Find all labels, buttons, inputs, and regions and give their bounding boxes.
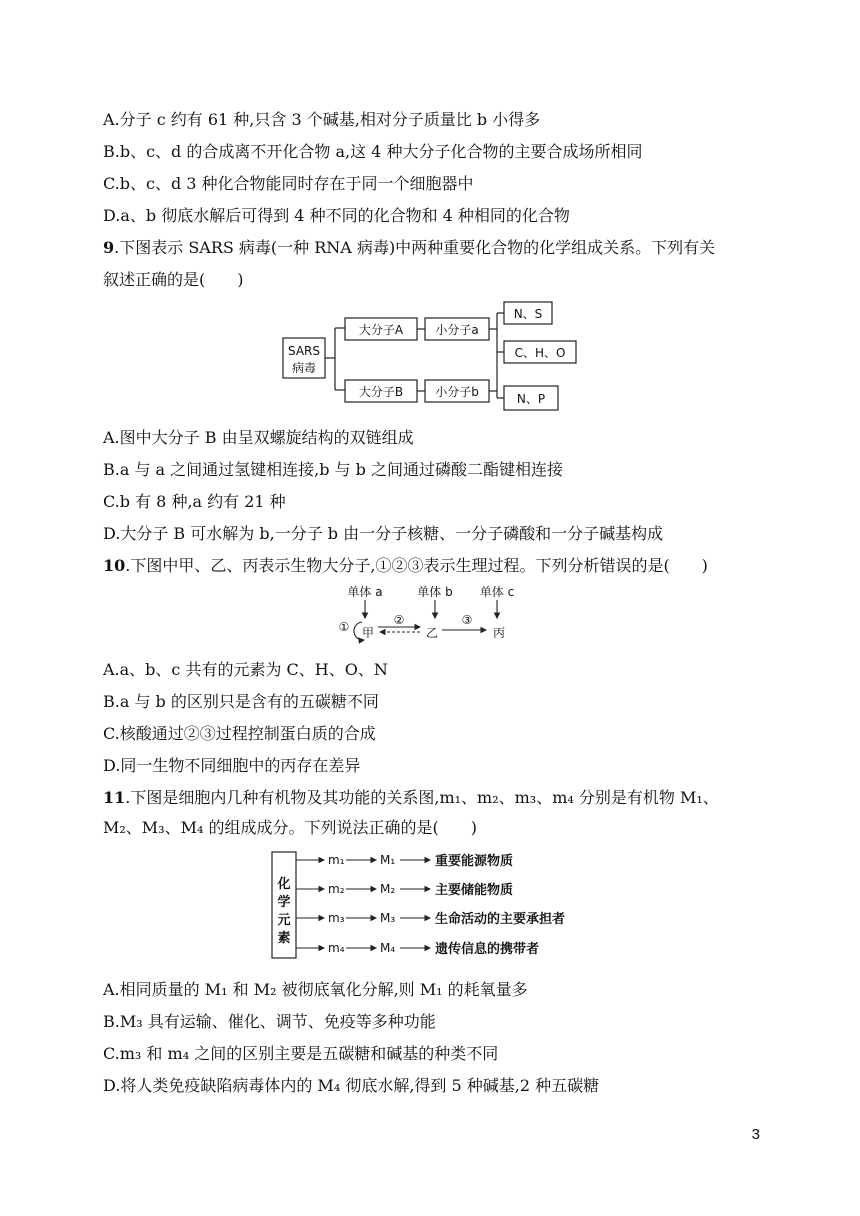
page-number: 3 [751, 1126, 760, 1143]
q9-option-a: A.图中大分子 B 由呈双螺旋结构的双链组成 [103, 428, 414, 447]
m4-label: m₄ [328, 941, 345, 955]
jia-label: 甲 [361, 626, 375, 640]
elements-char-1: 化 [277, 877, 291, 892]
step1-label: ① [338, 620, 350, 634]
q10-figure [332, 582, 532, 644]
micro-a-label: 小分子a [435, 323, 479, 337]
q9-stem-line2: 叙述正确的是( ) [103, 270, 244, 289]
q10-option-d: D.同一生物不同细胞中的丙存在差异 [103, 756, 361, 775]
M1-label: M₁ [380, 853, 396, 867]
step3-label: ③ [461, 613, 473, 627]
elements-char-4: 素 [277, 931, 291, 946]
m2-label: m₂ [328, 882, 345, 896]
elements-char-3: 元 [277, 913, 291, 928]
q11-stem-line1 [103, 788, 719, 808]
q10-option-a: A.a、b、c 共有的元素为 C、H、O、N [103, 660, 388, 679]
q11-stem-line2: M₂、M₃、M₄ 的组成成分。下列说法正确的是( ) [103, 818, 477, 837]
virus-label-1: SARS [287, 344, 321, 358]
M2-label: M₂ [380, 882, 396, 896]
elements-ns-label: N、S [513, 307, 543, 321]
q9-option-b: B.a 与 a 之间通过氢键相连接,b 与 b 之间通过磷酸二酯键相连接 [103, 460, 564, 479]
q10-option-b: B.a 与 b 的区别只是含有的五碳糖不同 [103, 692, 379, 711]
q11-option-a: A.相同质量的 M₁ 和 M₂ 被彻底氧化分解,则 M₁ 的耗氧量多 [103, 980, 528, 999]
q8-option-c: C.b、c、d 3 种化合物能同时存在于同一个细胞器中 [103, 174, 474, 193]
q10-number: 10 [103, 556, 126, 575]
macro-b-label: 大分子B [358, 385, 404, 399]
q11-option-b: B.M₃ 具有运输、催化、调节、免疫等多种功能 [103, 1012, 436, 1031]
q11-figure [270, 850, 580, 962]
q9-stem-line1 [103, 238, 715, 258]
q9-option-d: D.大分子 B 可水解为 b,一分子 b 由一分子核糖、一分子磷酸和一分子碱基构成 [103, 524, 664, 543]
monomer-b-label: 单体 b [417, 585, 453, 599]
q9-option-c: C.b 有 8 种,a 约有 21 种 [103, 492, 286, 511]
function-1: 重要能源物质 [435, 854, 514, 869]
function-4: 遗传信息的携带者 [435, 942, 540, 957]
macro-a-label: 大分子A [358, 323, 404, 337]
q11-option-c: C.m₃ 和 m₄ 之间的区别主要是五碳糖和碱基的种类不同 [103, 1044, 499, 1063]
virus-label-2: 病毒 [291, 361, 317, 375]
function-3: 生命活动的主要承担者 [435, 912, 566, 927]
m1-label: m₁ [328, 853, 345, 867]
M4-label: M₄ [380, 941, 396, 955]
elements-cho-label: C、H、O [514, 346, 566, 360]
bing-label: 丙 [492, 626, 506, 640]
q10-stem-text: .下图中甲、乙、丙表示生物大分子,①②③表示生理过程。下列分析错误的是( ) [125, 556, 708, 575]
q9-number: 9 [103, 238, 115, 257]
q8-option-a: A.分子 c 约有 61 种,只含 3 个碱基,相对分子质量比 b 小得多 [103, 110, 541, 129]
yi-label: 乙 [425, 626, 439, 640]
q11-number: 11 [103, 788, 126, 807]
q8-option-d: D.a、b 彻底水解后可得到 4 种不同的化合物和 4 种相同的化合物 [103, 206, 570, 225]
micro-b-label: 小分子b [435, 385, 479, 399]
q9-figure [280, 300, 580, 414]
M3-label: M₃ [380, 911, 396, 925]
monomer-c-label: 单体 c [479, 585, 515, 599]
elements-np-label: N、P [516, 392, 546, 406]
monomer-a-label: 单体 a [347, 585, 383, 599]
q11-stem-text: .下图是细胞内几种有机物及其功能的关系图,m₁、m₂、m₃、m₄ 分别是有机物 M₁、 [125, 788, 719, 807]
q8-option-b: B.b、c、d 的合成离不开化合物 a,这 4 种大分子化合物的主要合成场所相同 [103, 142, 643, 161]
elements-char-2: 学 [277, 895, 291, 910]
q10-option-c: C.核酸通过②③过程控制蛋白质的合成 [103, 724, 376, 743]
m3-label: m₃ [328, 911, 345, 925]
function-2: 主要储能物质 [435, 883, 514, 898]
step2-label: ② [393, 613, 405, 627]
q9-stem-text: .下图表示 SARS 病毒(一种 RNA 病毒)中两种重要化合物的化学组成关系。下列有关 [114, 238, 716, 257]
q10-stem [103, 556, 708, 576]
q11-option-d: D.将人类免疫缺陷病毒体内的 M₄ 彻底水解,得到 5 种碱基,2 种五碳糖 [103, 1076, 600, 1095]
